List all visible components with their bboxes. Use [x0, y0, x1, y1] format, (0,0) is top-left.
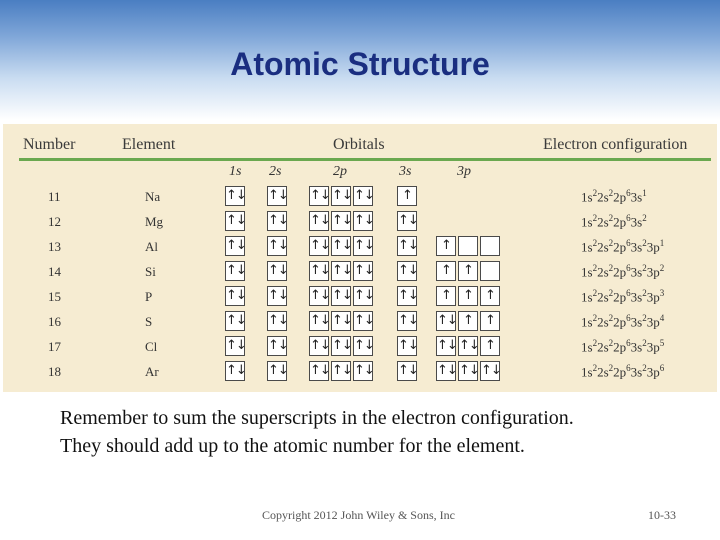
- orbital-box: ↑↓: [225, 211, 245, 231]
- subshell-label: 1s: [581, 289, 593, 305]
- orbital-box: ↑↓: [397, 211, 417, 231]
- electron-configuration: [581, 363, 664, 380]
- orbital-box: ↑: [480, 311, 500, 331]
- orbital-box: ↑↓: [397, 286, 417, 306]
- electron-count: 6: [626, 313, 631, 323]
- orbital-box: ↑↓: [331, 361, 351, 381]
- subshell-label: 1s: [581, 314, 593, 330]
- orbital-box: ↑↓: [436, 311, 456, 331]
- orbital-box: ↑↓: [225, 186, 245, 206]
- orbital-label-2p: 2p: [333, 164, 347, 179]
- orbital-box: ↑↓: [353, 261, 373, 281]
- orbital-box: ↑↓: [331, 286, 351, 306]
- orbital-box: ↑↓: [480, 361, 500, 381]
- orbital-label-3p: 3p: [457, 164, 471, 179]
- electron-count: 4: [659, 313, 665, 323]
- subshell-label: 2p: [613, 189, 627, 205]
- orbital-box: ↑↓: [353, 361, 373, 381]
- subshell-label: 3s: [630, 289, 643, 305]
- atomic-number: 18: [48, 364, 61, 379]
- electron-configuration: [581, 313, 664, 330]
- subshell-label: 1s: [581, 214, 593, 230]
- electron-count: 2: [642, 363, 647, 373]
- orbital-box: ↑↓: [309, 311, 329, 331]
- electron-count: 3: [659, 288, 665, 298]
- electron-count: 2: [592, 188, 598, 198]
- element-symbol: Al: [145, 239, 158, 254]
- subshell-label: 2p: [613, 339, 627, 355]
- orbital-box: ↑↓: [353, 186, 373, 206]
- orbital-box: ↑↓: [397, 261, 417, 281]
- orbital-box: ↑↓: [331, 336, 351, 356]
- orbital-box: ↑: [458, 286, 478, 306]
- atomic-number: 15: [48, 289, 61, 304]
- subshell-label: 2s: [597, 189, 609, 205]
- electron-count: 5: [659, 338, 665, 348]
- orbital-label-1s: 1s: [229, 164, 242, 179]
- orbital-box: ↑↓: [267, 311, 287, 331]
- subshell-label: 2p: [613, 264, 627, 280]
- orbital-box: ↑↓: [397, 311, 417, 331]
- electron-count: 6: [626, 238, 631, 248]
- subshell-label: 2s: [597, 239, 609, 255]
- element-symbol: Si: [145, 264, 156, 279]
- orbital-box: ↑↓: [225, 361, 245, 381]
- element-symbol: Cl: [145, 339, 158, 354]
- subshell-label: 2s: [597, 289, 609, 305]
- orbital-box: ↑↓: [225, 311, 245, 331]
- orbital-box: ↑↓: [309, 286, 329, 306]
- subshell-label: 3s: [630, 339, 643, 355]
- orbital-box: ↑↓: [436, 336, 456, 356]
- electron-count: 2: [642, 263, 647, 273]
- subshell-label: 3p: [646, 289, 660, 305]
- electron-count: 2: [608, 338, 614, 348]
- electron-configuration: [581, 213, 647, 230]
- electron-count: 1: [659, 238, 665, 248]
- page-number: 10-33: [648, 508, 676, 522]
- electron-count: 2: [592, 338, 598, 348]
- subshell-label: 1s: [581, 264, 593, 280]
- electron-count: 2: [659, 263, 665, 273]
- subshell-label: 1s: [581, 364, 593, 380]
- electron-count: 2: [642, 338, 647, 348]
- electron-count: 2: [608, 238, 614, 248]
- subshell-label: 3s: [630, 189, 643, 205]
- subshell-label: 1s: [581, 239, 593, 255]
- electron-count: 2: [608, 313, 614, 323]
- electron-count: 6: [626, 263, 631, 273]
- subshell-label: 2s: [597, 364, 609, 380]
- orbital-box: ↑↓: [436, 361, 456, 381]
- orbital-box: ↑↓: [267, 336, 287, 356]
- electron-count: 2: [592, 363, 598, 373]
- subshell-label: 3s: [630, 264, 643, 280]
- element-symbol: Ar: [145, 364, 159, 379]
- atomic-number: 14: [48, 264, 61, 279]
- electron-configuration: [581, 188, 647, 205]
- orbital-box: ↑↓: [353, 211, 373, 231]
- header-electron-configuration: Electron configuration: [543, 136, 688, 153]
- electron-count: 6: [659, 363, 665, 373]
- orbital-box: ↑↓: [397, 361, 417, 381]
- electron-count: 1: [642, 188, 647, 198]
- subshell-label: 3s: [630, 314, 643, 330]
- subshell-label: 3p: [646, 239, 660, 255]
- orbital-box: ↑↓: [309, 336, 329, 356]
- orbital-box: ↑↓: [267, 186, 287, 206]
- element-symbol: P: [145, 289, 153, 304]
- orbital-box: ↑↓: [331, 236, 351, 256]
- electron-count: 6: [626, 363, 631, 373]
- electron-count: 2: [592, 263, 598, 273]
- electron-count: 2: [592, 313, 598, 323]
- subshell-label: 3p: [646, 264, 660, 280]
- electron-configuration: [581, 263, 664, 280]
- atomic-number: 16: [48, 314, 61, 329]
- slide-title: Atomic Structure: [230, 46, 490, 82]
- orbital-box: ↑: [480, 336, 500, 356]
- electron-count: 6: [626, 288, 631, 298]
- electron-configuration: [581, 238, 664, 255]
- electron-count: 2: [642, 213, 647, 223]
- orbital-box: ↑↓: [458, 361, 478, 381]
- atomic-number: 12: [48, 214, 61, 229]
- orbital-box: ↑↓: [225, 261, 245, 281]
- orbital-box: ↑↓: [331, 261, 351, 281]
- orbital-box: ↑↓: [267, 361, 287, 381]
- copyright-notice: Copyright 2012 John Wiley & Sons, Inc: [262, 508, 455, 522]
- orbital-box: ↑: [458, 311, 478, 331]
- electron-configuration: [581, 288, 664, 305]
- subshell-label: 3p: [646, 364, 660, 380]
- orbital-box: ↑↓: [353, 286, 373, 306]
- orbital-box: ↑↓: [225, 236, 245, 256]
- subshell-label: 2s: [597, 214, 609, 230]
- orbital-box: ↑↓: [267, 211, 287, 231]
- header-rule: [19, 158, 711, 161]
- electron-count: 2: [608, 213, 614, 223]
- orbital-box: ↑: [397, 186, 417, 206]
- orbital-box: ↑↓: [397, 236, 417, 256]
- orbital-box: ↑↓: [331, 186, 351, 206]
- subshell-label: 2s: [597, 264, 609, 280]
- orbital-box: ↑↓: [309, 186, 329, 206]
- electron-count: 6: [626, 188, 631, 198]
- electron-count: 2: [592, 213, 598, 223]
- element-symbol: S: [145, 314, 153, 329]
- subshell-label: 2s: [597, 339, 609, 355]
- subshell-label: 2p: [613, 289, 627, 305]
- orbital-box: ↑↓: [309, 211, 329, 231]
- electron-count: 2: [642, 288, 647, 298]
- orbital-box: ↑↓: [309, 236, 329, 256]
- orbital-box: ↑: [480, 286, 500, 306]
- element-symbol: Na: [145, 189, 161, 204]
- subshell-label: 2s: [597, 314, 609, 330]
- orbital-box: ↑: [436, 261, 456, 281]
- orbital-box: ↑↓: [267, 261, 287, 281]
- header-element: Element: [122, 136, 176, 153]
- electron-count: 2: [608, 263, 614, 273]
- subshell-label: 3s: [630, 364, 643, 380]
- slide-body: [60, 404, 710, 460]
- body-line-2: They should add up to the atomic number for the element.: [60, 435, 525, 457]
- header-number: Number: [23, 136, 76, 153]
- electron-count: 2: [642, 313, 647, 323]
- orbital-box: ↑↓: [309, 361, 329, 381]
- orbital-box: ↑↓: [353, 236, 373, 256]
- subshell-label: 2p: [613, 364, 627, 380]
- orbital-box: [480, 261, 500, 281]
- orbital-box: ↑↓: [267, 286, 287, 306]
- electron-count: 2: [608, 188, 614, 198]
- subshell-label: 2p: [613, 214, 627, 230]
- electron-configuration: [581, 338, 664, 355]
- orbital-box: ↑↓: [225, 286, 245, 306]
- subshell-label: 3p: [646, 314, 660, 330]
- subshell-label: 1s: [581, 339, 593, 355]
- header-orbitals: Orbitals: [333, 136, 385, 153]
- orbital-box: ↑: [458, 261, 478, 281]
- electron-count: 2: [608, 363, 614, 373]
- orbital-box: ↑↓: [397, 336, 417, 356]
- subshell-label: 3s: [630, 214, 643, 230]
- orbital-box: ↑↓: [309, 261, 329, 281]
- orbital-box: ↑: [436, 236, 456, 256]
- orbital-box: ↑↓: [353, 336, 373, 356]
- atomic-number: 13: [48, 239, 61, 254]
- subshell-label: 2p: [613, 314, 627, 330]
- orbital-box: ↑↓: [267, 236, 287, 256]
- orbital-diagram-table: [3, 124, 717, 392]
- electron-count: 6: [626, 213, 631, 223]
- electron-count: 6: [626, 338, 631, 348]
- subshell-label: 1s: [581, 189, 593, 205]
- subshell-label: 3p: [646, 339, 660, 355]
- electron-count: 2: [642, 238, 647, 248]
- electron-count: 2: [608, 288, 614, 298]
- orbital-box: ↑↓: [353, 311, 373, 331]
- electron-count: 2: [592, 288, 598, 298]
- orbital-box: ↑: [436, 286, 456, 306]
- orbital-box: ↑↓: [458, 336, 478, 356]
- orbital-box: ↑↓: [331, 211, 351, 231]
- orbital-box: ↑↓: [331, 311, 351, 331]
- body-line-1: Remember to sum the superscripts in the electron configuration.: [60, 407, 574, 429]
- element-symbol: Mg: [145, 214, 164, 229]
- subshell-label: 2p: [613, 239, 627, 255]
- electron-count: 2: [592, 238, 598, 248]
- orbital-box: [480, 236, 500, 256]
- subshell-label: 3s: [630, 239, 643, 255]
- atomic-number: 17: [48, 339, 61, 354]
- orbital-label-2s: 2s: [269, 164, 282, 179]
- orbital-box: ↑↓: [225, 336, 245, 356]
- atomic-number: 11: [48, 189, 61, 204]
- orbital-box: [458, 236, 478, 256]
- orbital-label-3s: 3s: [399, 164, 412, 179]
